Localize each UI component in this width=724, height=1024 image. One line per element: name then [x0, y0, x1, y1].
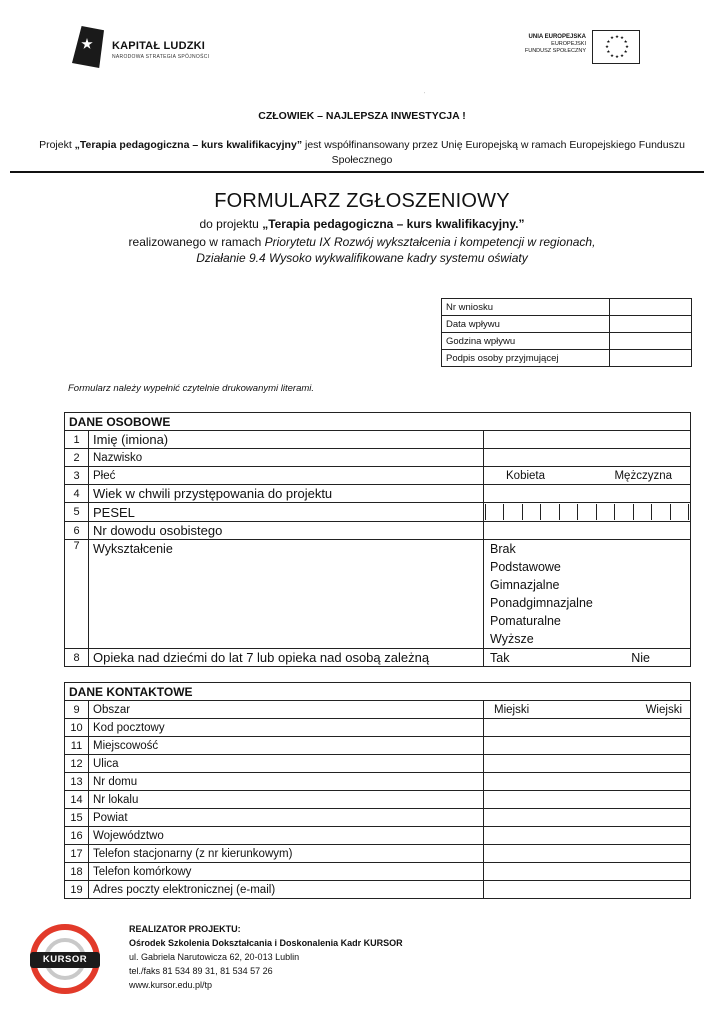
mobile-phone-field[interactable]: [484, 863, 691, 881]
field-label: Województwo: [89, 827, 484, 845]
table-row: 3 Płeć Kobieta Mężczyzna: [65, 467, 691, 485]
table-row: 15 Powiat: [65, 809, 691, 827]
last-name-field[interactable]: [484, 449, 691, 467]
footer-info: [129, 922, 403, 992]
apartment-number-field[interactable]: [484, 791, 691, 809]
table-row: 18 Telefon komórkowy: [65, 863, 691, 881]
field-label: Telefon stacjonarny (z nr kierunkowym): [89, 845, 484, 863]
pesel-digit-boxes[interactable]: [485, 504, 689, 520]
table-row: 16 Województwo: [65, 827, 691, 845]
table-row: 1 Imię (imiona): [65, 431, 691, 449]
option-female[interactable]: Kobieta: [506, 469, 546, 482]
table-row: 6 Nr dowodu osobistego: [65, 522, 691, 540]
table-row: 19 Adres poczty elektronicznej (e-mail): [65, 881, 691, 899]
section-heading-row: [65, 413, 691, 431]
field-label: Płeć: [89, 467, 484, 485]
office-label: Data wpływu: [442, 316, 610, 333]
field-label: Kod pocztowy: [89, 719, 484, 737]
option-education[interactable]: Wyższe: [490, 632, 534, 646]
table-row: 13 Nr domu: [65, 773, 691, 791]
table-row: 9 Obszar Miejski Wiejski: [65, 701, 691, 719]
field-label: Miejscowość: [89, 737, 484, 755]
eu-line3: FUNDUSZ SPOŁECZNY: [524, 48, 586, 54]
eu-star-icon: ★: [610, 35, 615, 41]
option-education[interactable]: Pomaturalne: [490, 614, 561, 628]
table-row: 12 Ulica: [65, 755, 691, 773]
scan-mark: ': [424, 92, 425, 98]
house-number-field[interactable]: [484, 773, 691, 791]
option-yes[interactable]: Tak: [490, 650, 510, 665]
option-male[interactable]: Mężczyzna: [614, 469, 672, 482]
section-heading: DANE OSOBOWE: [65, 413, 691, 431]
eu-logo: [514, 30, 640, 64]
gender-options: [484, 467, 691, 485]
office-value-field[interactable]: [610, 316, 692, 333]
city-field[interactable]: [484, 737, 691, 755]
footer-heading: REALIZATOR PROJEKTU:: [129, 924, 241, 934]
field-label: Telefon komórkowy: [89, 863, 484, 881]
table-row: [442, 350, 692, 367]
contact-data-table: [64, 682, 691, 899]
kursor-logo-text: KURSOR: [30, 952, 100, 968]
eu-star-icon: ★: [610, 52, 615, 58]
eu-star-icon: ★: [605, 44, 610, 49]
pesel-field[interactable]: [484, 503, 691, 522]
footer-web-link[interactable]: www.kursor.edu.pl/tp: [129, 980, 213, 990]
table-row: 5 PESEL: [65, 503, 691, 522]
logo-left-sub: NARODOWA STRATEGIA SPÓJNOŚCI: [112, 54, 210, 60]
footer-phone: tel./faks 81 534 89 31, 81 534 57 26: [129, 966, 273, 976]
field-label: Powiat: [89, 809, 484, 827]
office-value-field[interactable]: [610, 333, 692, 350]
section-heading-row: [65, 683, 691, 701]
street-field[interactable]: [484, 755, 691, 773]
eu-star-icon: ★: [615, 54, 620, 59]
field-label: Wykształcenie: [89, 540, 484, 649]
title-line2: realizowanego w ramach Priorytetu IX Rozwój wykształcenia i kompetencji w regionach,: [128, 235, 596, 249]
eu-flag-icon: [592, 30, 640, 64]
field-label: Opieka nad dziećmi do lat 7 lub opieka nad osobą zależną: [89, 649, 484, 667]
first-name-field[interactable]: [484, 431, 691, 449]
slogan: CZŁOWIEK – NAJLEPSZA INWESTYCJA !: [258, 110, 466, 122]
office-value-field[interactable]: [610, 350, 692, 367]
table-row: 2 Nazwisko: [65, 449, 691, 467]
option-education[interactable]: Podstawowe: [490, 560, 561, 574]
section-heading: DANE KONTAKTOWE: [65, 683, 691, 701]
field-label: PESEL: [89, 503, 484, 522]
table-row: 4 Wiek w chwili przystępowania do projektu: [65, 485, 691, 503]
table-row: 7 Wykształcenie Brak Podstawowe Gimnazjalne Ponadgimnazjalne Pomaturalne Wyższe: [65, 540, 691, 649]
eu-star-icon: ★: [606, 49, 611, 54]
header-divider: [10, 171, 704, 173]
field-label: Ulica: [89, 755, 484, 773]
field-label: Obszar: [89, 701, 484, 719]
table-row: [442, 316, 692, 333]
kapital-ludzki-logo: [72, 26, 222, 72]
age-field[interactable]: [484, 485, 691, 503]
office-use-table: [441, 298, 692, 367]
title-line1: do projektu „Terapia pedagogiczna – kurs kwalifikacyjny.”: [199, 217, 525, 231]
option-no[interactable]: Nie: [631, 650, 650, 665]
table-row: 17 Telefon stacjonarny (z nr kierunkowym): [65, 845, 691, 863]
field-label: Imię (imiona): [89, 431, 484, 449]
care-options: [484, 649, 691, 667]
voivodeship-field[interactable]: [484, 827, 691, 845]
eu-star-icon: ★: [620, 35, 625, 41]
county-field[interactable]: [484, 809, 691, 827]
eu-line2: EUROPEJSKI: [551, 41, 586, 47]
field-label: Nr dowodu osobistego: [89, 522, 484, 540]
footer-org: Ośrodek Szkolenia Dokształcania i Doskonalenia Kadr KURSOR: [129, 938, 403, 948]
option-rural[interactable]: Wiejski: [645, 703, 682, 716]
table-row: [442, 299, 692, 316]
title-line3: Działanie 9.4 Wysoko wykwalifikowane kadry systemu oświaty: [196, 251, 528, 265]
eu-star-icon: ★: [615, 34, 620, 39]
table-row: 14 Nr lokalu: [65, 791, 691, 809]
footer-address: ul. Gabriela Narutowicza 62, 20-013 Lublin: [129, 952, 300, 962]
field-label: Nr domu: [89, 773, 484, 791]
field-label: Nr lokalu: [89, 791, 484, 809]
option-education[interactable]: Gimnazjalne: [490, 578, 560, 592]
option-education[interactable]: Ponadgimnazjalne: [490, 596, 593, 610]
office-label: Podpis osoby przyjmującej: [442, 350, 610, 367]
star-logo-icon: [72, 26, 104, 68]
postal-code-field[interactable]: [484, 719, 691, 737]
eu-star-icon: ★: [623, 39, 628, 44]
area-options: [484, 701, 691, 719]
office-value-field[interactable]: [610, 299, 692, 316]
table-row: 11 Miejscowość: [65, 737, 691, 755]
table-row: 10 Kod pocztowy: [65, 719, 691, 737]
option-urban[interactable]: Miejski: [494, 703, 530, 716]
eu-star-icon: ★: [625, 44, 630, 49]
office-label: Godzina wpływu: [442, 333, 610, 350]
field-label: Adres poczty elektronicznej (e-mail): [89, 881, 484, 899]
table-row: [442, 333, 692, 350]
eu-line1: UNIA EUROPEJSKA: [528, 34, 586, 40]
cofinance-statement: Projekt „Terapia pedagogiczna – kurs kwalifikacyjny” jest współfinansowany przez Unię Europejską w ramach Europejskiego Funduszu Społecznego: [39, 139, 685, 166]
eu-star-icon: ★: [623, 49, 628, 54]
eu-star-icon: ★: [620, 52, 625, 58]
eu-star-icon: ★: [606, 39, 611, 44]
personal-data-table: [64, 412, 691, 667]
landline-phone-field[interactable]: [484, 845, 691, 863]
field-label: Wiek w chwili przystępowania do projektu: [89, 485, 484, 503]
table-row: 8 Opieka nad dziećmi do lat 7 lub opieka nad osobą zależną Tak Nie: [65, 649, 691, 667]
education-options: [484, 540, 691, 649]
email-field[interactable]: [484, 881, 691, 899]
kursor-logo: [30, 924, 100, 994]
id-number-field[interactable]: [484, 522, 691, 540]
page-title: FORMULARZ ZGŁOSZENIOWY: [214, 190, 510, 212]
office-label: Nr wniosku: [442, 299, 610, 316]
logo-left-name: KAPITAŁ LUDZKI: [112, 40, 206, 52]
option-education[interactable]: Brak: [490, 542, 516, 556]
fill-instruction: Formularz należy wypełnić czytelnie drukowanymi literami.: [68, 383, 315, 394]
field-label: Nazwisko: [89, 449, 484, 467]
